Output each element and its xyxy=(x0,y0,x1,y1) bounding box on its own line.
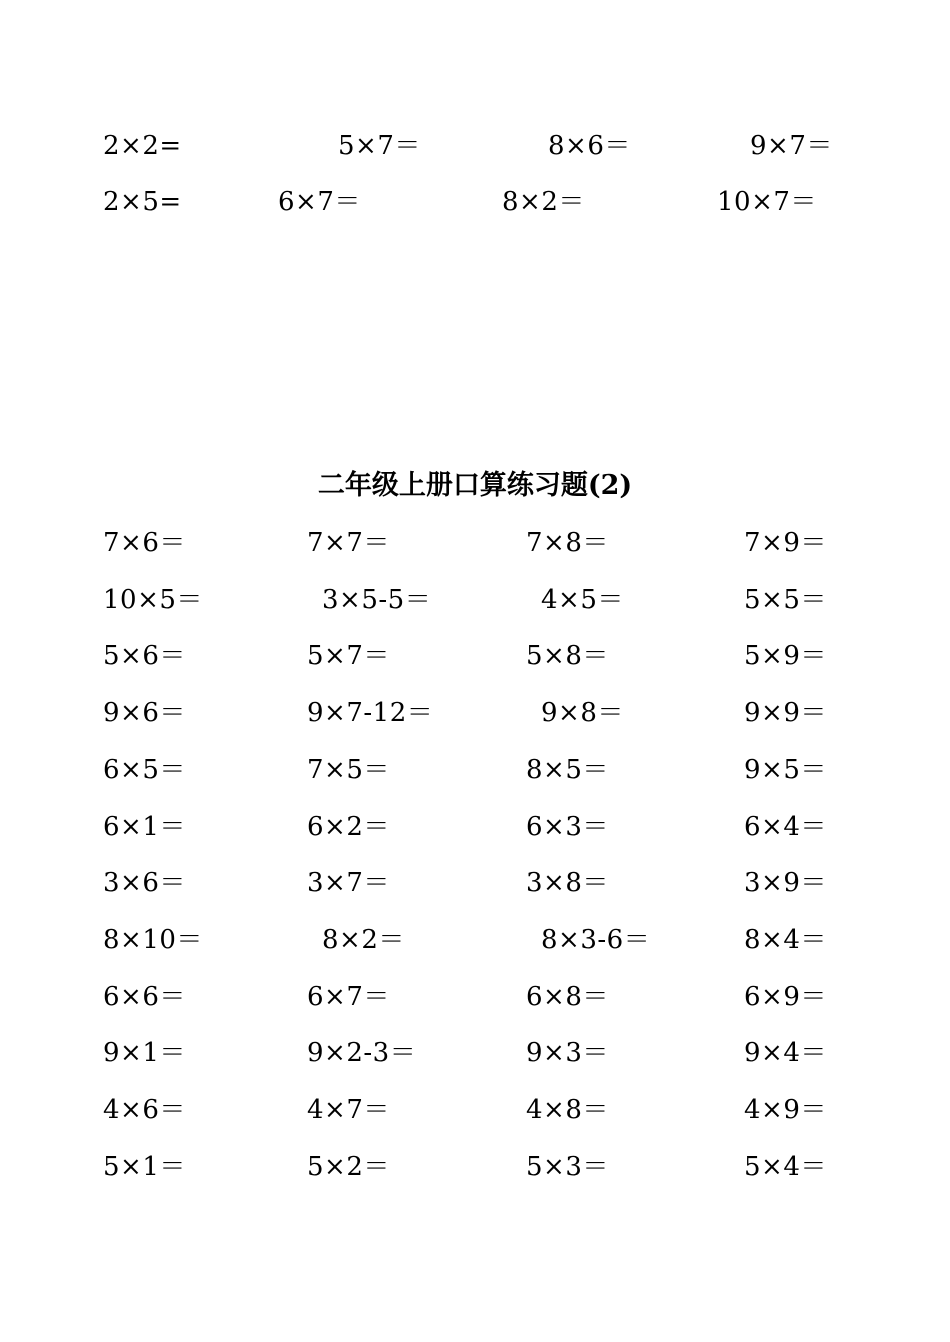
problem-cell: 9×1＝ xyxy=(103,1038,186,1068)
problem-cell: 8×3-6＝ xyxy=(541,925,651,955)
problem-cell: 9×4＝ xyxy=(744,1038,827,1068)
problem-cell: 5×2＝ xyxy=(307,1152,390,1182)
problem-cell: 4×9＝ xyxy=(744,1095,827,1125)
problem-cell: 9×2-3＝ xyxy=(307,1038,417,1068)
problem-cell: 8×6＝ xyxy=(548,131,631,161)
problem-cell: 3×7＝ xyxy=(307,868,390,898)
problem-cell: 2×5= xyxy=(103,187,182,217)
problem-cell: 5×7＝ xyxy=(307,641,390,671)
problem-cell: 5×7＝ xyxy=(338,131,421,161)
problem-cell: 7×8＝ xyxy=(526,528,609,558)
problem-cell: 7×7＝ xyxy=(307,528,390,558)
problem-cell: 6×8＝ xyxy=(526,982,609,1012)
problem-cell: 4×8＝ xyxy=(526,1095,609,1125)
problem-cell: 9×9＝ xyxy=(744,698,827,728)
problem-cell: 3×5-5＝ xyxy=(322,585,432,615)
problem-cell: 9×8＝ xyxy=(541,698,624,728)
problem-cell: 2×2= xyxy=(103,131,182,161)
problem-cell: 9×5＝ xyxy=(744,755,827,785)
problem-cell: 5×3＝ xyxy=(526,1152,609,1182)
problem-cell: 4×7＝ xyxy=(307,1095,390,1125)
problem-cell: 5×1＝ xyxy=(103,1152,186,1182)
problem-cell: 3×6＝ xyxy=(103,868,186,898)
problem-cell: 4×6＝ xyxy=(103,1095,186,1125)
problem-cell: 7×6＝ xyxy=(103,528,186,558)
problem-cell: 6×3＝ xyxy=(526,812,609,842)
problem-cell: 6×5＝ xyxy=(103,755,186,785)
problem-cell: 5×9＝ xyxy=(744,641,827,671)
problem-cell: 9×7-12＝ xyxy=(307,698,434,728)
problem-cell: 6×7＝ xyxy=(307,982,390,1012)
problem-cell: 8×2＝ xyxy=(502,187,585,217)
worksheet-title: 二年级上册口算练习题(2) xyxy=(317,470,633,501)
problem-cell: 7×5＝ xyxy=(307,755,390,785)
problem-cell: 7×9＝ xyxy=(744,528,827,558)
problem-cell: 5×6＝ xyxy=(103,641,186,671)
problem-cell: 10×5＝ xyxy=(103,585,203,615)
problem-cell: 6×7＝ xyxy=(278,187,361,217)
problem-cell: 3×8＝ xyxy=(526,868,609,898)
problem-cell: 3×9＝ xyxy=(744,868,827,898)
problem-cell: 5×8＝ xyxy=(526,641,609,671)
problem-cell: 6×6＝ xyxy=(103,982,186,1012)
problem-cell: 9×3＝ xyxy=(526,1038,609,1068)
problem-cell: 8×5＝ xyxy=(526,755,609,785)
problem-cell: 6×1＝ xyxy=(103,812,186,842)
problem-cell: 5×4＝ xyxy=(744,1152,827,1182)
problem-cell: 9×6＝ xyxy=(103,698,186,728)
problem-cell: 5×5＝ xyxy=(744,585,827,615)
problem-cell: 6×4＝ xyxy=(744,812,827,842)
problem-cell: 8×2＝ xyxy=(322,925,405,955)
problem-cell: 8×10＝ xyxy=(103,925,203,955)
problem-cell: 10×7＝ xyxy=(717,187,817,217)
problem-cell: 8×4＝ xyxy=(744,925,827,955)
problem-cell: 9×7＝ xyxy=(750,131,833,161)
problem-cell: 6×9＝ xyxy=(744,982,827,1012)
problem-cell: 4×5＝ xyxy=(541,585,624,615)
problem-cell: 6×2＝ xyxy=(307,812,390,842)
